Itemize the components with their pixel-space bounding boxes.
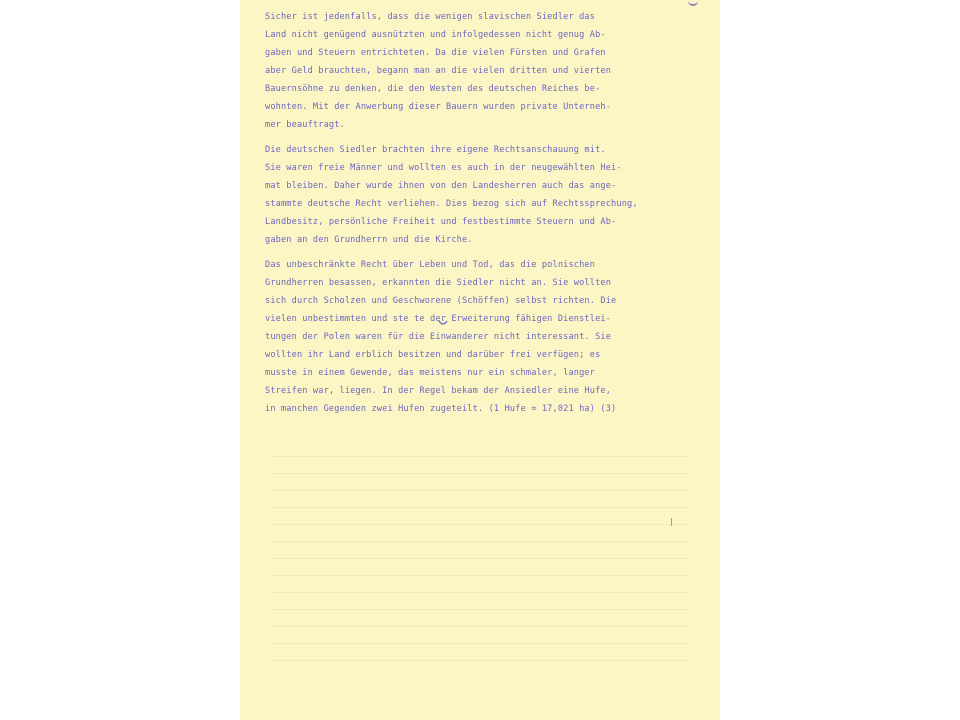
text-line: Das unbeschränkte Recht über Leben und Tod, das die polnischen	[265, 260, 596, 270]
show-through-text-shadow	[270, 440, 690, 670]
typed-text-body	[265, 8, 715, 425]
paragraph-3	[265, 256, 715, 418]
text-line: Sie waren freie Männer und wollten es auch in der neugewählten Hei-	[265, 163, 622, 173]
text-line: musste in einem Gewende, das meistens nur ein schmaler, langer	[265, 368, 596, 378]
text-line: stammte deutsche Recht verliehen. Dies bezog sich auf Rechtssprechung,	[265, 199, 638, 209]
text-line: Grundherren besassen, erkannten die Siedler nicht an. Sie wollten	[265, 278, 612, 288]
text-line: aber Geld brauchten, begann man an die vielen dritten und vierten	[265, 66, 612, 76]
text-line: tungen der Polen waren für die Einwanderer nicht interessant. Sie	[265, 332, 612, 342]
paper-mark	[671, 518, 672, 526]
page-edge-mark	[688, 0, 698, 6]
text-line: wollten ihr Land erblich besitzen und darüber frei verfügen; es	[265, 350, 601, 360]
document-page	[240, 0, 720, 720]
text-line: Landbesitz, persönliche Freiheit und festbestimmte Steuern und Ab-	[265, 217, 617, 227]
paragraph-1	[265, 8, 715, 134]
text-line: Streifen war, liegen. In der Regel bekam der Ansiedler eine Hufe,	[265, 386, 612, 396]
text-line: mer beauftragt.	[265, 120, 345, 130]
paragraph-2	[265, 141, 715, 249]
text-line: wohnten. Mit der Anwerbung dieser Bauern wurden private Unterneh-	[265, 102, 612, 112]
handwritten-correction-mark	[438, 320, 448, 326]
text-line: Land nicht genügend ausnützten und infolgedessen nicht genug Ab-	[265, 30, 606, 40]
text-line: Bauernsöhne zu denken, die den Westen des deutschen Reiches be-	[265, 84, 601, 94]
text-line: Die deutschen Siedler brachten ihre eigene Rechtsanschauung mit.	[265, 145, 606, 155]
text-line: gaben an den Grundherrn und die Kirche.	[265, 235, 473, 245]
text-line: mat bleiben. Daher wurde ihnen von den Landesherren auch das ange-	[265, 181, 617, 191]
text-line: sich durch Scholzen und Geschworene (Schöffen) selbst richten. Die	[265, 296, 617, 306]
text-line: in manchen Gegenden zwei Hufen zugeteilt. (1 Hufe = 17,021 ha) (3)	[265, 404, 617, 414]
text-line: vielen unbestimmten und ste te der Erweiterung fähigen Dienstlei-	[265, 314, 612, 324]
text-line: Sicher ist jedenfalls, dass die wenigen slavischen Siedler das	[265, 12, 596, 22]
text-line: gaben und Steuern entrichteten. Da die vielen Fürsten und Grafen	[265, 48, 606, 58]
